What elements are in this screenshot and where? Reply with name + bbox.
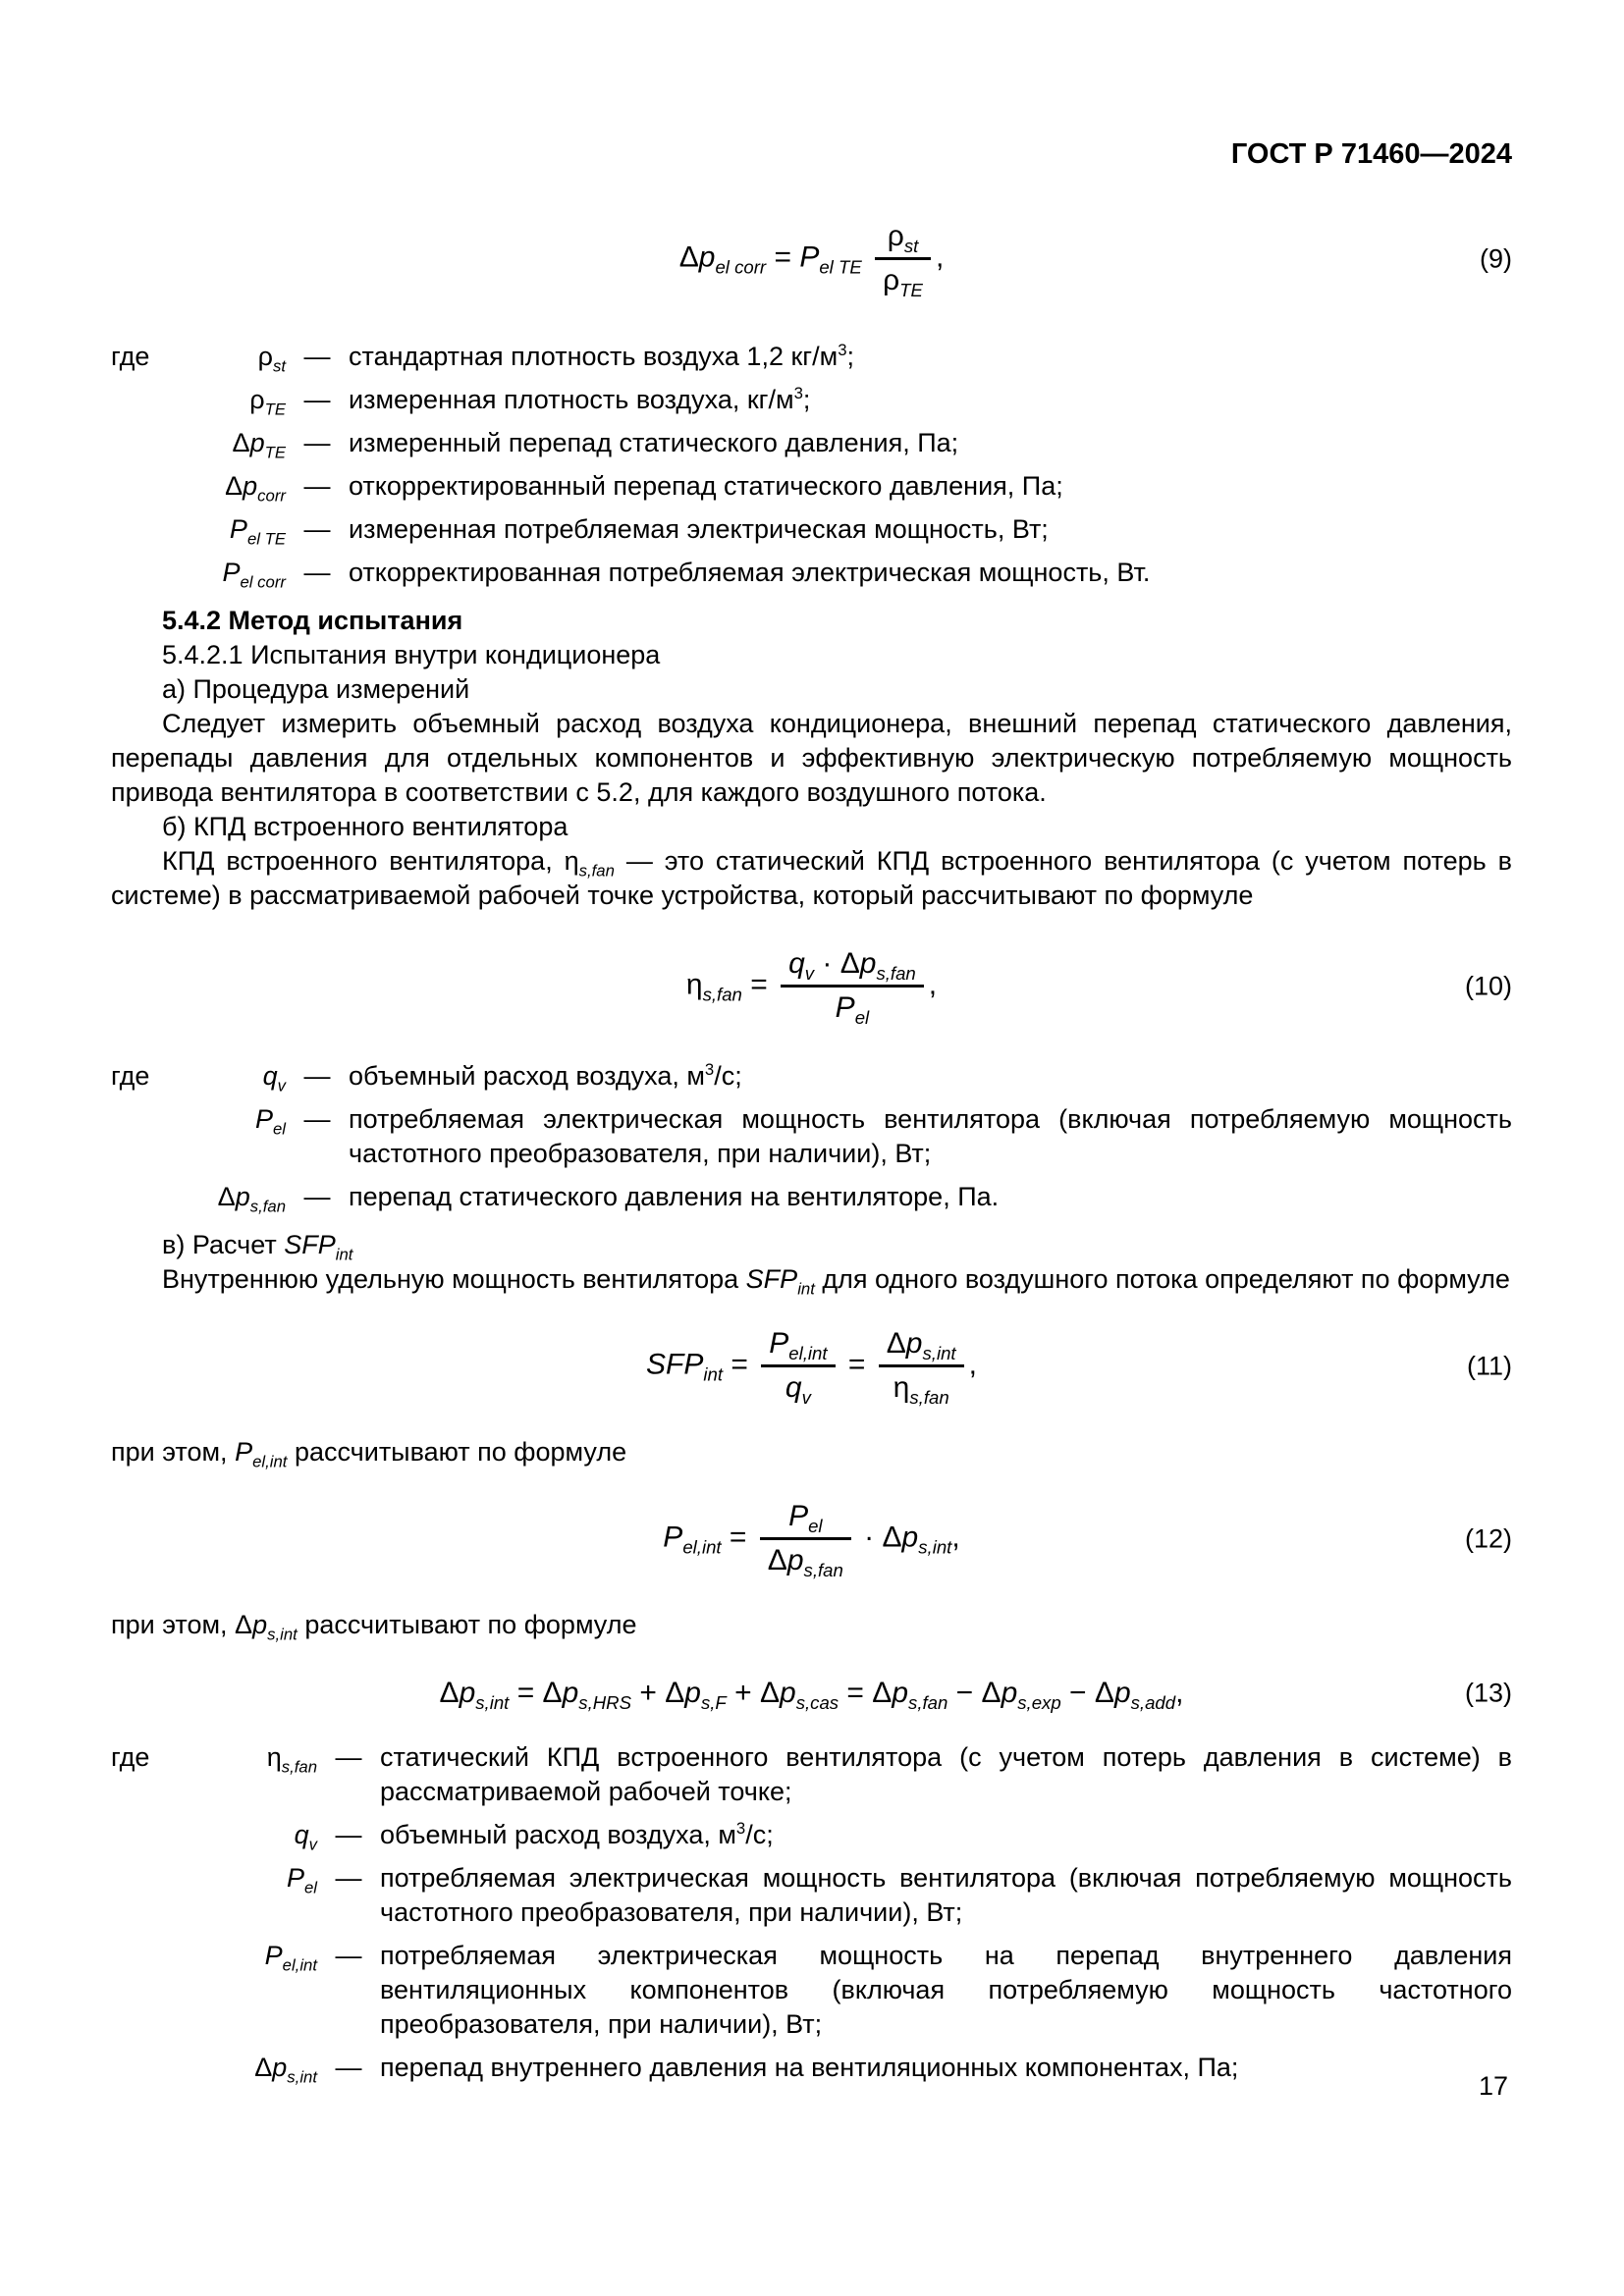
term-description: потребляемая электрическая мощность вентилятора (включая потребляемую мощность частотного преобразователя, при наличии), Вт; [380,1863,1512,1927]
formula-10-row [111,946,1512,1026]
definition-row [111,340,1512,374]
definition-row [111,556,1512,590]
list-item-b: б) КПД встроенного вентилятора [162,812,568,841]
term-description: потребляемая электрическая мощность вентилятора (включая потребляемую мощность частотного преобразователя, при наличии), Вт; [349,1104,1512,1168]
term [111,512,286,547]
term [111,469,286,504]
term [111,1939,317,1973]
term-description: стандартная плотность воздуха 1,2 $кг/м^3$; [349,341,855,371]
definition-list-2 [111,1059,1512,1214]
definition-row [111,1818,1512,1852]
term-symbol: $\rho_{TE}$ [249,385,286,419]
dash: — [303,558,331,587]
term-symbol: $\Delta p_{corr}$ [225,471,286,506]
term-symbol: $P_{el}$ [286,1863,317,1897]
term-symbol: $P_{el corr}$ [222,558,286,592]
term-description: объемный расход воздуха, $м^3/с$; [349,1060,742,1091]
formula-10-number: (10) [1464,971,1512,1000]
term-symbol: $P_{el,int}$ [264,1941,317,1975]
term [111,2051,317,2085]
dash: — [303,342,331,371]
definition-row [111,2051,1512,2085]
term [111,340,286,374]
term-description: откорректированная потребляемая электрическая мощность, Вт. [349,558,1151,587]
dash: — [335,2053,362,2082]
definition-row [111,1861,1512,1930]
formula-12: $P_{el,int}$ = $\frac{P_{el}}{\Delta p_{s,fan}}$ · $\Delta p_{s,int}$, [663,1500,960,1580]
term-symbol: $\Delta p_{TE}$ [232,428,286,462]
definition-list-1 [111,340,1512,590]
term [111,383,286,417]
term [111,556,286,590]
term [111,1861,317,1896]
list-item-a: а) Процедура измерений [162,674,470,704]
definition-row [111,1102,1512,1171]
term-symbol: $\Delta p_{s,int}$ [254,2053,317,2087]
paragraph-pel-int: при этом, $P_{el,int}$ рассчитывают по формуле [111,1437,627,1471]
definition-row [111,426,1512,460]
formula-13-number: (13) [1464,1678,1512,1708]
dash: — [303,1182,331,1211]
term [111,1740,317,1775]
term-description: перепад статического давления на вентиляторе, Па. [349,1182,1000,1211]
formula-9: $\Delta p_{el corr} = P_{el TE}$ $\frac{\rho_{st}}{\rho_{TE}}$ , [678,220,945,300]
term-symbol: $\rho_{st}$ [257,342,286,376]
where-label: где [111,1061,150,1091]
dash: — [303,428,331,457]
list-item-v: в) Расчет $SFP_{int}$ [162,1230,353,1264]
dash: — [303,385,331,414]
where-label: где [111,342,150,371]
dash: — [303,1061,331,1091]
term [111,1059,286,1094]
formula-12-number: (12) [1464,1523,1512,1553]
definition-row [111,1180,1512,1214]
formula-9-number: (9) [1480,243,1512,273]
term-symbol: $q_v$ [262,1061,286,1095]
term-symbol: $P_{el TE}$ [229,514,286,549]
definition-row [111,1059,1512,1094]
term-description: статический КПД встроенного вентилятора (с учетом потерь давления в системе) в рассматриваемой рабочей точке; [380,1742,1512,1806]
formula-11-number: (11) [1466,1351,1512,1380]
dash: — [303,471,331,501]
term [111,1180,286,1214]
running-header: ГОСТ Р 71460—2024 [1230,138,1512,170]
definition-row [111,469,1512,504]
term [111,1102,286,1137]
definition-row [111,1740,1512,1809]
paragraph-dps-int: при этом, $\Delta p_{s,int}$ рассчитывают по формуле [111,1610,637,1644]
heading-5-4-2-1: 5.4.2.1 Испытания внутри кондиционера [162,640,661,669]
term-description: измеренная плотность воздуха, $кг/м^3$; [349,384,811,414]
term-symbol: $P_{el}$ [254,1104,286,1139]
formula-13-row [111,1676,1512,1711]
formula-11: $SFP_{int}$ = $\frac{P_{el,int}}{q_v}$ = $\frac{\Delta p_{s,int}}{\eta_{s,fan}}$ , [646,1327,977,1408]
paragraph-measurement-procedure: Следует измерить объемный расход воздуха кондиционера, внешний перепад статического давления, перепады давления для отдельных компонентов и эффективную электрическую потребляемую мощность привода вентилятора в соответствии с 5.2, для каждого воздушного потока. [111,709,1512,807]
formula-12-row [111,1499,1512,1578]
term-description: потребляемая электрическая мощность на перепад внутреннего давления вентиляционных компонентов (включая потребляемую мощность частотного преобразователя, при наличии), Вт; [380,1941,1512,2039]
dash: — [335,1820,362,1849]
term-description: объемный расход воздуха, $м^3/с$; [380,1819,774,1849]
page-number: 17 [1478,2071,1508,2101]
definition-list-3 [111,1740,1512,2085]
dash: — [303,1104,331,1134]
definition-row [111,512,1512,547]
term-symbol: $q_v$ [294,1820,317,1854]
term-description: откорректированный перепад статического давления, Па; [349,471,1063,501]
dash: — [303,514,331,544]
dash: — [335,1863,362,1893]
formula-9-row [111,219,1512,298]
term-symbol: $\Delta p_{s,fan}$ [217,1182,286,1216]
term-description: измеренная потребляемая электрическая мощность, Вт; [349,514,1049,544]
where-label: где [111,1742,150,1772]
term-description: измеренный перепад статического давления, Па; [349,428,959,457]
dash: — [335,1941,362,1970]
term-description: перепад внутреннего давления на вентиляционных компонентах, Па; [380,2053,1239,2082]
heading-5-4-2: 5.4.2 Метод испытания [162,606,463,635]
paragraph-sfp-int: Внутреннюю удельную мощность вентилятора $SFP_{int}$ для одного воздушного потока определяют по формуле [162,1264,1510,1299]
formula-10: $\eta_{s,fan}$ = $\frac{q_v \cdot \Delta p_{s,fan}}{P_{el}}$ , [685,947,938,1028]
formula-11-row [111,1326,1512,1406]
term [111,426,286,460]
term [111,1818,317,1852]
dash: — [335,1742,362,1772]
term-symbol: $\eta_{s,fan}$ [266,1742,317,1777]
definition-row [111,383,1512,417]
definition-row [111,1939,1512,2042]
formula-13: $\Delta p_{s,int} = \Delta p_{s,HRS} + \Delta p_{s,F} + \Delta p_{s,cas} = \Delta p_{s,fan} - \Delta p_{s,exp} - \Delta p_{s,add}$, [439,1677,1184,1713]
paragraph-fan-efficiency: КПД встроенного вентилятора, $\eta_{s,fan}$ — это статический КПД встроенного вентилятора (с учетом потерь в системе) в рассматриваемой рабочей точке устройства, который рассчитывают по формуле [111,846,1512,910]
